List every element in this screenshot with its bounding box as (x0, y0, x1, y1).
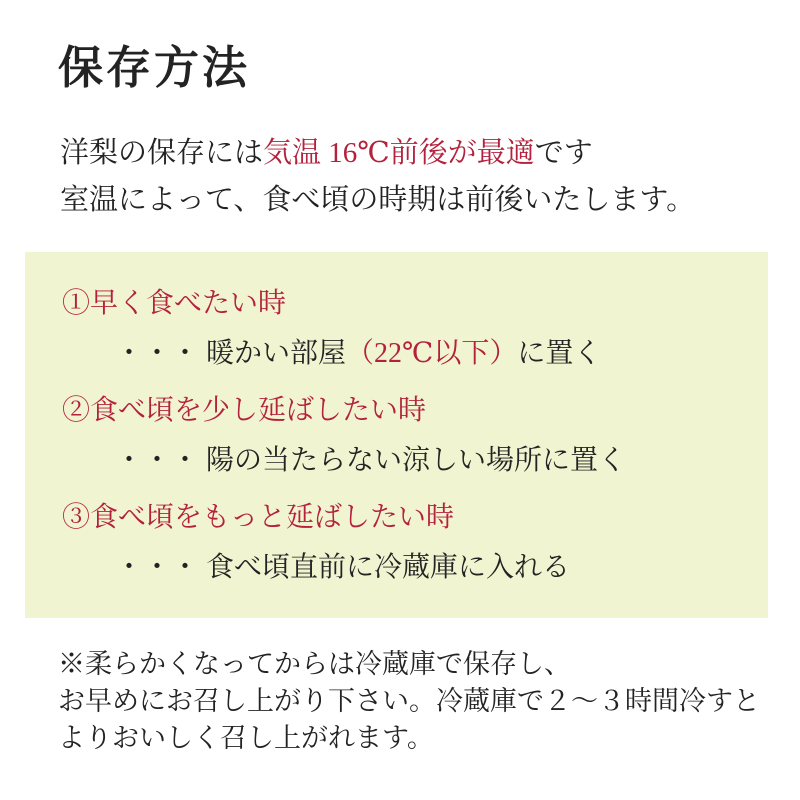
tip-3-detail-text: ・・・ 食べ頃直前に冷蔵庫に入れる (115, 552, 571, 583)
page-title: 保存方法 (58, 43, 251, 93)
tip-1-detail-suffix: に置く (517, 338, 602, 369)
tip-item-2 (62, 397, 768, 475)
storage-tips-box (25, 252, 768, 618)
intro-line2: 室温によって、食べ頃の時期は前後いたします。 (60, 184, 696, 216)
tip-2-heading: ②食べ頃を少し延ばしたい時 (62, 395, 427, 426)
note-text (58, 646, 760, 757)
tip-1-heading: ①早く食べたい時 (62, 288, 287, 319)
intro-line1-highlight: 気温 16℃前後が最適 (263, 137, 535, 169)
tip-1-detail-text: ・・・ 暖かい部屋 (115, 338, 347, 369)
intro-line1-prefix: 洋梨の保存には (60, 137, 264, 169)
tip-3-detail (62, 554, 768, 582)
tip-3-heading: ③食べ頃をもっと延ばしたい時 (62, 502, 455, 533)
intro-line1-suffix: です (534, 137, 593, 169)
note-line3: よりおいしく召し上がれます。 (58, 723, 434, 753)
tip-1-detail (62, 340, 768, 368)
intro-text (60, 130, 695, 224)
tip-1-detail-highlight: （22℃以下） (346, 338, 518, 369)
tip-item-3 (62, 504, 768, 582)
tip-item-1 (62, 290, 768, 368)
tip-2-detail-text: ・・・ 陽の当たらない涼しい場所に置く (115, 445, 627, 476)
tip-2-detail (62, 447, 768, 475)
note-line2: お早めにお召し上がり下さい。冷蔵庫で２～３時間冷すと (58, 686, 760, 716)
note-line1: ※柔らかくなってからは冷蔵庫で保存し、 (58, 649, 571, 679)
